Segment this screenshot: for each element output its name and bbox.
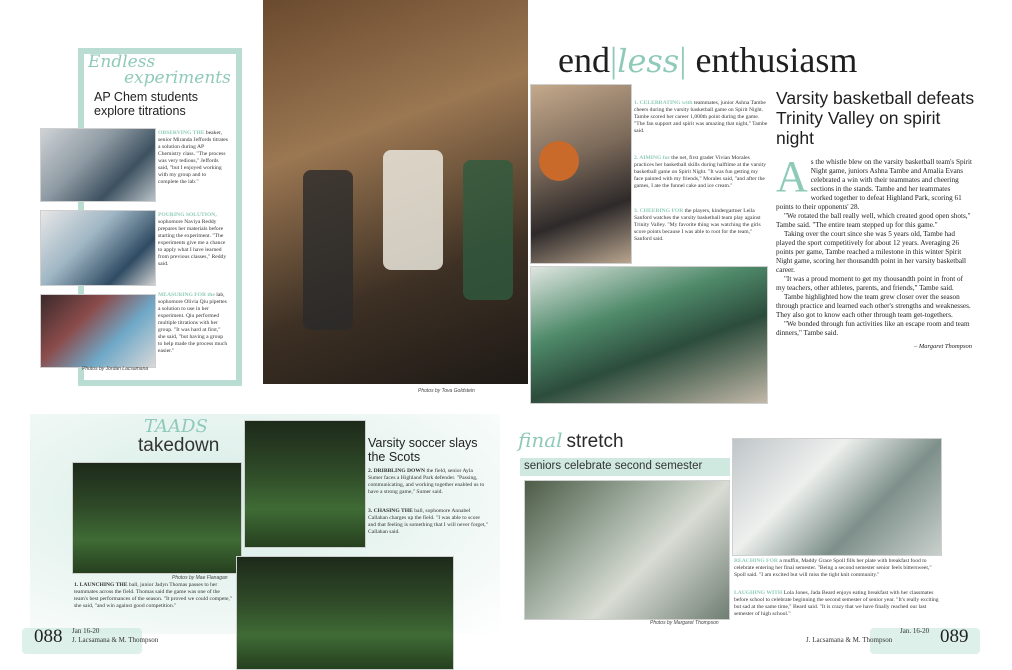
basketball-ball bbox=[539, 141, 579, 181]
seniors-title: final stretch bbox=[518, 428, 624, 452]
soccer-headline: Varsity soccer slays the Scots bbox=[368, 436, 478, 464]
story-paragraph: Tambe highlighted how the team grew closer over the season through practice and learned each other's strengths and weaknesses. They also got to know each other through team get-togethers. bbox=[776, 293, 971, 319]
basketball-photo-aiming bbox=[530, 84, 632, 264]
chem-photo-pouring bbox=[40, 210, 156, 286]
story-byline: – Margaret Thompson bbox=[913, 343, 972, 350]
folio-left-authors: J. Lacsamana & M. Thompson bbox=[72, 636, 159, 644]
basketball-photo-cheering bbox=[530, 266, 768, 404]
seniors-photo-credit: Photos by Margaret Thompson bbox=[650, 620, 719, 626]
story-paragraph: "We bonded through fun activities like an escape room and team dinners," Tambe said. bbox=[776, 320, 970, 337]
basketball-story bbox=[776, 152, 972, 351]
seniors-photo-laughing bbox=[524, 480, 730, 620]
folio-left-page-number: 088 bbox=[34, 626, 63, 647]
enthusiasm-title: end|less| enthusiasm bbox=[558, 40, 858, 80]
folio-right-page-number: 089 bbox=[940, 626, 969, 647]
chem-photo-observing bbox=[40, 128, 156, 202]
chem-caption-3: MEASURING FOR the lab, sophomore Olivia Qiu pipettes a solution to use in her experiment. Qiu performed multiple titrations with her group. "It was hard at first," she said, "but having a group to help made the process much easier." bbox=[158, 292, 228, 354]
chem-photo-credit: Photos by Jordan Lacsamana bbox=[82, 366, 149, 372]
chem-script-title-1: Endless bbox=[88, 52, 156, 72]
chem-title-block bbox=[86, 54, 234, 118]
story-paragraph: Taking over the court since she was 5 years old, Tambe had played the sport competitively for about 12 years. Averaging 26 points per game, Tambe reached a milestone in this winter Spirit Night game, scoring her thousandth point in her varsity basketball career. bbox=[776, 230, 967, 274]
soccer-title: takedown bbox=[138, 435, 220, 456]
chem-caption-1: OBSERVING THE beaker, senior Miranda Jeffords titrates a solution during AP Chemistry class. "The process was very tedious," Jeffords said, "but I enjoyed working with my group and to complete the lab." bbox=[158, 130, 228, 185]
basketball-caption-3: 3. CHEERING FOR the players, kindergartner Leila Sanford watches the varsity basketball team play against Trinity Valley. "My favorite thing was watching the girls score points because I was able to root for the team," Sanford said. bbox=[634, 208, 761, 242]
folio-left-date: Jan 16-20 bbox=[72, 627, 100, 635]
soccer-caption-3: 3. CHASING THE ball, sophomore Annabel Callahan charges up the field. "I was able to score and that feeling is something that I will never forget," Callahan said. bbox=[368, 508, 488, 535]
chem-headline: AP Chem students explore titrations bbox=[94, 90, 198, 118]
center-photo-credit: Photos by Tova Goldstein bbox=[418, 388, 475, 394]
story-paragraph: s the whistle blew on the varsity basketball team's Spirit Night game, juniors Ashna Tambe and Amalia Evans celebrated a win with their teammates and cheering sections in the stands. Tambe and her teammates worked together to defeat Highland Park, scoring 61 points to their opponents' 28. bbox=[776, 158, 972, 211]
soccer-photo-launching bbox=[72, 462, 242, 574]
soccer-script-title: TAADS bbox=[144, 416, 208, 437]
soccer-caption-1: 1. LAUNCHING THE ball, junior Jadyn Thomas passes to her teammates across the field. Thomas said the game was one of the team's best performances of the season. "It proved we could compete," she said, "and win against good competition." bbox=[74, 582, 233, 609]
chem-script-title-2: experiments bbox=[124, 68, 231, 88]
seniors-subtitle: seniors celebrate second semester bbox=[524, 460, 703, 472]
story-paragraph: "We rotated the ball really well, which created good open shots," Tambe said. "The entire team stepped up for this game." bbox=[776, 212, 971, 229]
basketball-caption-2: 2. AIMING for the net, first grader Vivian Morales practices her basketball skills during halftime at the varsity basketball game on Spirit Night. "It was fun getting my face painted with my friends," Morales said, "and after the games, I ate the funnel cake and ice cream." bbox=[634, 155, 767, 189]
soccer-title-block bbox=[70, 418, 246, 456]
soccer-photo-dribbling bbox=[244, 420, 366, 548]
basketball-headline: Varsity basketball defeats Trinity Valley on spirit night bbox=[776, 88, 975, 148]
soccer-photo-chasing bbox=[236, 556, 454, 670]
soccer-photo-credit: Photos by Mae Flanagan bbox=[172, 575, 228, 581]
player-jersey bbox=[383, 150, 443, 270]
chem-caption-2: POURING SOLUTION, sophomore Naviya Reddy prepares her materials before starting the experiment. "The experiments give me a chance to apply what I have learned from previous classes," Reddy said. bbox=[158, 212, 227, 267]
seniors-caption-2: LAUGHING WITH Lola Jones, Jada Beard enjoys eating breakfast with her classmates before school to celebrate beginning the second semester of senior year. "It's really exciting but sad at the same time," Beard said. "It is crazy that we have finally reached our last semester of high school." bbox=[734, 590, 939, 617]
folio-right-date: Jan. 16-20 bbox=[900, 627, 930, 635]
chem-photo-measuring bbox=[40, 294, 156, 368]
player-jersey bbox=[303, 170, 353, 330]
seniors-photo-reaching bbox=[732, 438, 942, 556]
basketball-caption-1: 1. CELEBRATING with teammates, junior Ashna Tambe cheers during the varsity basketball game on Spirit Night. Tambe scored her career 1,000th point during the game. "The fan support and spirit was amazing that night," Tambe said. bbox=[634, 100, 768, 134]
basketball-celebration-photo bbox=[263, 0, 528, 384]
drop-cap: A bbox=[776, 152, 808, 201]
folio-right-authors: J. Lacsamana & M. Thompson bbox=[806, 636, 893, 644]
story-paragraph: "It was a proud moment to get my thousandth point in front of my teachers, other athletes, parents, and friends," Tambe said. bbox=[776, 275, 964, 292]
player-jersey bbox=[463, 160, 513, 300]
soccer-caption-2: 2. DRIBBLING DOWN the field, senior Ayla Sumer faces a Highland Park defender. "Passing, communicating, and working together enabled us to have a strong game," Sumer said. bbox=[368, 468, 485, 495]
seniors-caption-1: REACHING FOR a muffin, Maddy Grace Spoll fills her plate with breakfast food to celebrate entering her final semester. "Being a second semester senior feels bittersweet," Spoll said. "I am excited but will miss the tight knit community." bbox=[734, 558, 932, 578]
